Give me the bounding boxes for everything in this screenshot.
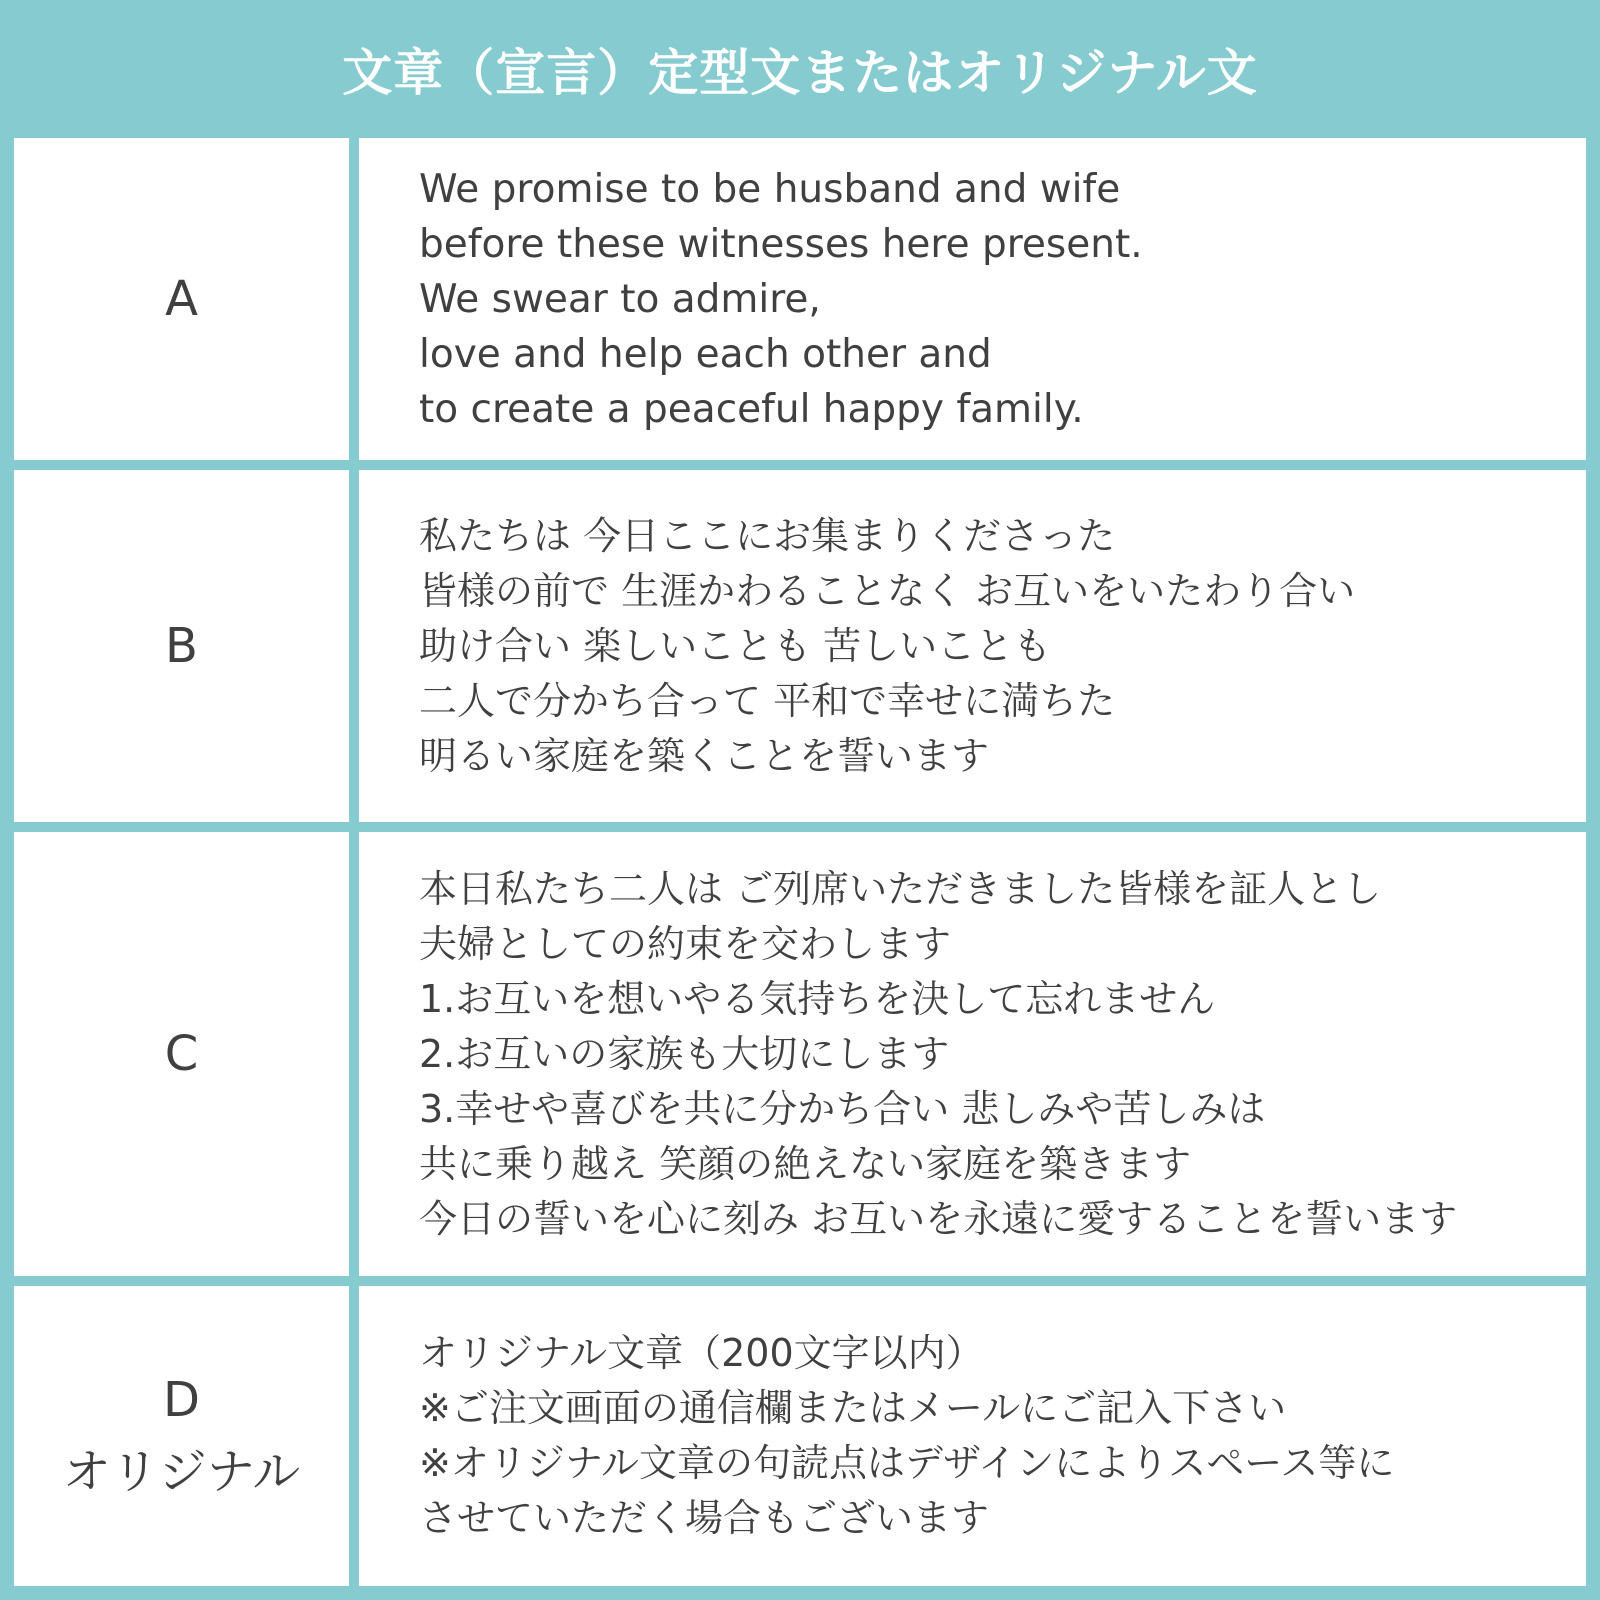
page-title: 文章（宣言）定型文またはオリジナル文 [342,44,1258,102]
vow-line: 2.お互いの家族も大切にします [419,1031,950,1076]
vow-options-table [14,138,1586,1586]
option-label-cell [14,832,349,1276]
vow-line: 皆様の前で 生涯かわることなく お互いをいたわり合い [419,568,1356,613]
vow-line: 助け合い 楽しいことも 苦しいことも [419,623,1052,668]
vow-line: 夫婦としての約束を交わします [419,921,952,966]
option-label: A [165,271,198,327]
option-text-cell [359,1286,1586,1586]
option-row-a [14,138,1586,460]
vow-line: before these witnesses here present. [419,221,1143,267]
option-label: C [164,1026,199,1082]
vow-line: させていただく場合もございます [419,1496,990,1540]
option-row-d [14,1286,1586,1586]
vow-line: オリジナル文章（200文字以内） [419,1331,984,1375]
option-label-cell [14,470,349,822]
option-row-b [14,470,1586,822]
option-text-cell [359,832,1586,1276]
vow-line: 共に乗り越え 笑顔の絶えない家庭を築きます [419,1141,1192,1186]
option-label-cell [14,138,349,460]
vow-line: 私たちは 今日ここにお集まりくださった [419,513,1116,558]
option-row-c [14,832,1586,1276]
vow-line: We swear to admire, [419,276,821,322]
vow-line: to create a peaceful happy family. [419,386,1084,432]
option-label: B [165,618,198,674]
vow-line: ※オリジナル文章の句読点はデザインによりスペース等に [419,1441,1395,1485]
vow-line: 明るい家庭を築くことを誓います [419,733,990,778]
vow-line: 3.幸せや喜びを共に分かち合い 悲しみや苦しみは [419,1086,1266,1131]
vow-line: 本日私たち二人は ご列席いただきました皆様を証人とし [419,866,1382,911]
vow-line: love and help each other and [419,331,992,377]
option-text-cell [359,138,1586,460]
option-text-cell [359,470,1586,822]
option-label: D [163,1372,200,1428]
vow-line: ※ご注文画面の通信欄またはメールにご記入下さい [419,1386,1287,1430]
vow-line: We promise to be husband and wife [419,166,1121,212]
vow-line: 二人で分かち合って 平和で幸せに満ちた [419,678,1116,723]
option-sublabel: オリジナル [62,1444,301,1500]
vow-line: 今日の誓いを心に刻み お互いを永遠に愛することを誓います [419,1196,1458,1241]
vow-line: 1.お互いを想いやる気持ちを決して忘れません [419,976,1216,1021]
option-label-cell [14,1286,349,1586]
